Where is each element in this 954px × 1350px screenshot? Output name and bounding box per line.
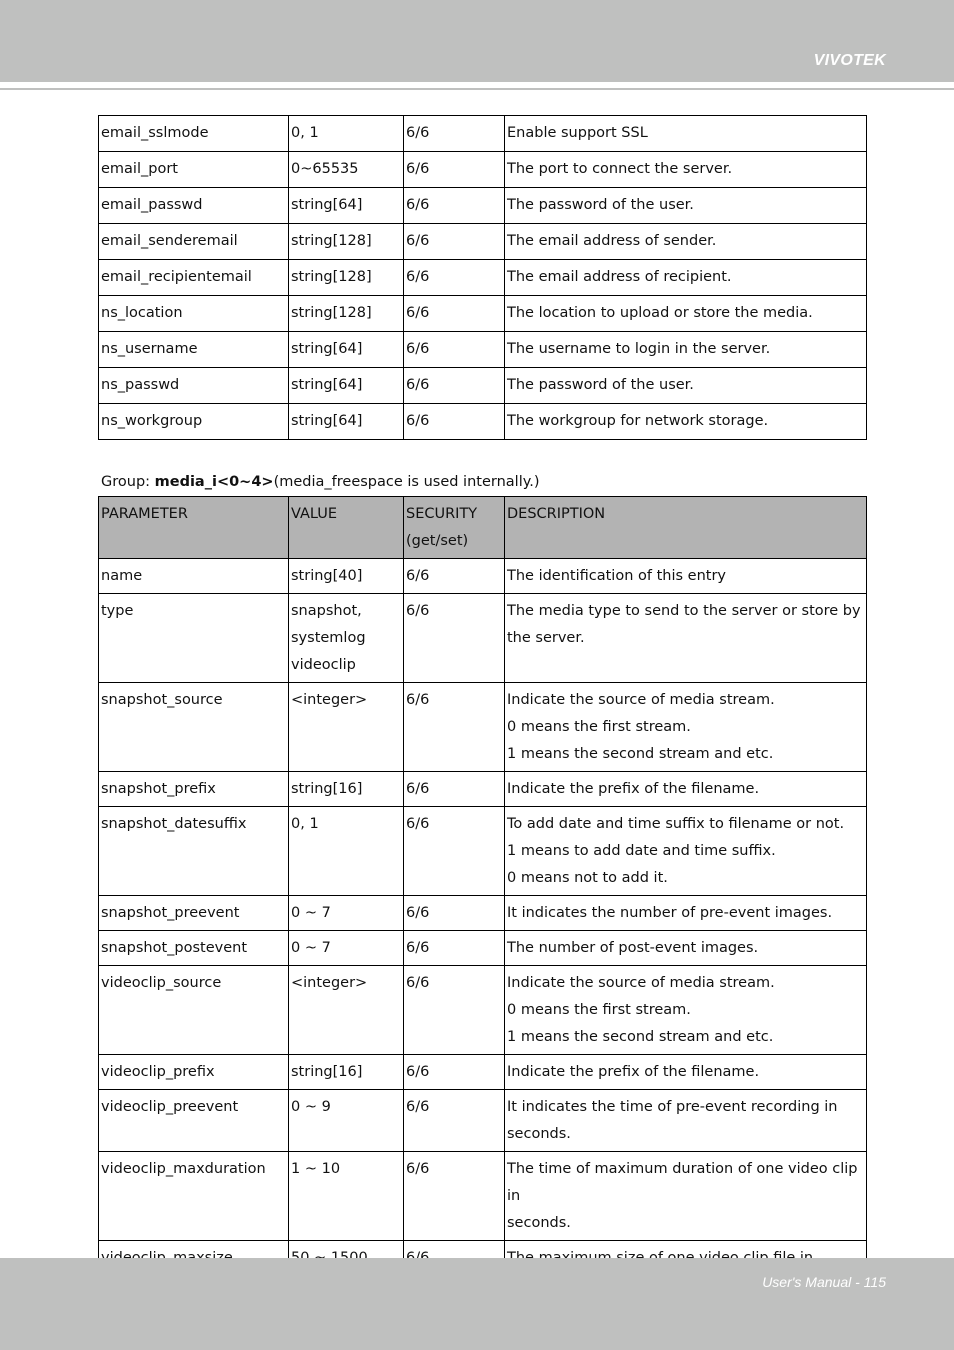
value-cell: 1 ~ 10 <box>289 1152 404 1241</box>
param-cell: videoclip_prefix <box>99 1055 289 1090</box>
security-cell: 6/6 <box>404 152 505 188</box>
param-cell: videoclip_maxduration <box>99 1152 289 1241</box>
security-cell: 6/6 <box>404 896 505 931</box>
security-cell: 6/6 <box>404 559 505 594</box>
security-cell: 6/6 <box>404 224 505 260</box>
param-cell: videoclip_preevent <box>99 1090 289 1152</box>
table-header-row <box>99 497 867 559</box>
param-cell: type <box>99 594 289 683</box>
description-cell: The username to login in the server. <box>505 332 867 368</box>
brand-logo: VIVOTEK <box>813 52 886 69</box>
security-cell: 6/6 <box>404 332 505 368</box>
value-cell: 0, 1 <box>289 807 404 896</box>
description-cell: The port to connect the server. <box>505 152 867 188</box>
param-cell: email_passwd <box>99 188 289 224</box>
table-row <box>99 931 867 966</box>
param-cell: snapshot_preevent <box>99 896 289 931</box>
value-cell: 0~65535 <box>289 152 404 188</box>
security-cell: 6/6 <box>404 1152 505 1241</box>
description-cell: Indicate the source of media stream. 0 means the first stream. 1 means the second stream and etc. <box>505 683 867 772</box>
header-security: SECURITY (get/set) <box>404 497 505 559</box>
security-cell: 6/6 <box>404 807 505 896</box>
page-header <box>0 0 954 82</box>
table-row <box>99 559 867 594</box>
page-footer <box>0 1258 954 1350</box>
description-cell: The location to upload or store the media. <box>505 296 867 332</box>
security-cell: 6/6 <box>404 1090 505 1152</box>
value-cell: 0 ~ 9 <box>289 1090 404 1152</box>
table-row <box>99 896 867 931</box>
param-cell: snapshot_source <box>99 683 289 772</box>
value-cell: string[16] <box>289 772 404 807</box>
header-divider <box>0 88 954 90</box>
security-cell: 6/6 <box>404 772 505 807</box>
security-cell: 6/6 <box>404 404 505 440</box>
security-cell: 6/6 <box>404 116 505 152</box>
description-cell: Enable support SSL <box>505 116 867 152</box>
param-cell: email_sslmode <box>99 116 289 152</box>
param-cell: snapshot_prefix <box>99 772 289 807</box>
value-cell: <integer> <box>289 683 404 772</box>
security-cell: 6/6 <box>404 260 505 296</box>
security-cell: 6/6 <box>404 931 505 966</box>
security-cell: 6/6 <box>404 683 505 772</box>
value-cell: snapshot, systemlog videoclip <box>289 594 404 683</box>
table-row <box>99 594 867 683</box>
value-cell: <integer> <box>289 966 404 1055</box>
param-cell: ns_passwd <box>99 368 289 404</box>
parameter-table-email-ns <box>98 115 867 440</box>
header-parameter: PARAMETER <box>99 497 289 559</box>
param-cell: email_senderemail <box>99 224 289 260</box>
description-cell: The number of post-event images. <box>505 931 867 966</box>
group-heading <box>101 470 540 494</box>
header-value: VALUE <box>289 497 404 559</box>
table-row <box>99 807 867 896</box>
value-cell: 0 ~ 7 <box>289 896 404 931</box>
value-cell: string[128] <box>289 260 404 296</box>
description-cell: Indicate the prefix of the filename. <box>505 1055 867 1090</box>
security-cell: 6/6 <box>404 188 505 224</box>
description-cell: The identification of this entry <box>505 559 867 594</box>
param-cell: email_port <box>99 152 289 188</box>
description-cell: The email address of recipient. <box>505 260 867 296</box>
table-row <box>99 772 867 807</box>
table-row <box>99 296 867 332</box>
param-cell: videoclip_source <box>99 966 289 1055</box>
description-cell: The password of the user. <box>505 368 867 404</box>
security-cell: 6/6 <box>404 368 505 404</box>
value-cell: 0 ~ 7 <box>289 931 404 966</box>
table-row <box>99 188 867 224</box>
table-row <box>99 116 867 152</box>
security-cell: 6/6 <box>404 594 505 683</box>
security-cell: 6/6 <box>404 296 505 332</box>
value-cell: string[16] <box>289 1055 404 1090</box>
value-cell: string[64] <box>289 368 404 404</box>
description-cell: The media type to send to the server or store by the server. <box>505 594 867 683</box>
description-cell: Indicate the source of media stream. 0 means the first stream. 1 means the second stream and etc. <box>505 966 867 1055</box>
description-cell: The email address of sender. <box>505 224 867 260</box>
table-row <box>99 152 867 188</box>
table-row <box>99 1090 867 1152</box>
param-cell: ns_location <box>99 296 289 332</box>
param-cell: snapshot_datesuffix <box>99 807 289 896</box>
group-name: media_i<0~4> <box>154 474 274 490</box>
header-description: DESCRIPTION <box>505 497 867 559</box>
param-cell: ns_username <box>99 332 289 368</box>
parameter-table-media <box>98 496 867 1303</box>
table-row <box>99 404 867 440</box>
description-cell: It indicates the number of pre-event images. <box>505 896 867 931</box>
table-row <box>99 224 867 260</box>
description-cell: Indicate the prefix of the filename. <box>505 772 867 807</box>
group-prefix: Group: <box>101 474 155 490</box>
description-cell: To add date and time suffix to filename or not. 1 means to add date and time suffix. 0 means not to add it. <box>505 807 867 896</box>
table-row <box>99 260 867 296</box>
value-cell: string[128] <box>289 224 404 260</box>
value-cell: 0, 1 <box>289 116 404 152</box>
param-cell: snapshot_postevent <box>99 931 289 966</box>
table-row <box>99 332 867 368</box>
description-cell: The workgroup for network storage. <box>505 404 867 440</box>
group-note: (media_freespace is used internally.) <box>273 474 540 490</box>
description-cell: It indicates the time of pre-event recording in seconds. <box>505 1090 867 1152</box>
table-row <box>99 1152 867 1241</box>
param-cell: ns_workgroup <box>99 404 289 440</box>
table-row <box>99 1055 867 1090</box>
param-cell: email_recipientemail <box>99 260 289 296</box>
table-row <box>99 368 867 404</box>
description-cell: The password of the user. <box>505 188 867 224</box>
table-row <box>99 966 867 1055</box>
page-number: User's Manual - 115 <box>762 1274 886 1290</box>
value-cell: string[40] <box>289 559 404 594</box>
value-cell: string[128] <box>289 296 404 332</box>
value-cell: string[64] <box>289 404 404 440</box>
security-cell: 6/6 <box>404 1055 505 1090</box>
description-cell: The time of maximum duration of one video clip in seconds. <box>505 1152 867 1241</box>
table-row <box>99 683 867 772</box>
value-cell: string[64] <box>289 188 404 224</box>
security-cell: 6/6 <box>404 966 505 1055</box>
value-cell: string[64] <box>289 332 404 368</box>
param-cell: name <box>99 559 289 594</box>
